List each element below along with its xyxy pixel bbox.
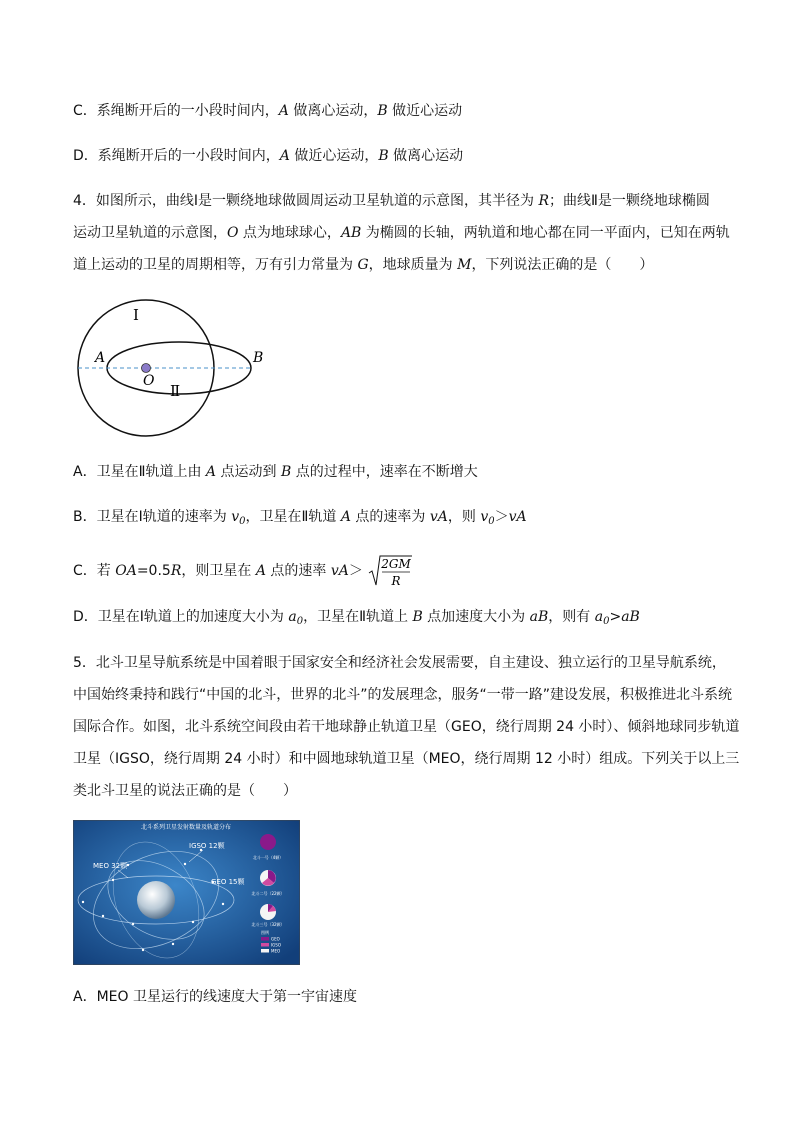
figure-title: 北斗系列卫星发射数量及轨道分布 [140,824,232,831]
q4-option-a-var: B [280,464,292,480]
q4-option-a-text: A．卫星在Ⅱ轨道上由 [73,464,206,480]
satellite-dot [172,943,174,945]
satellite-dot [112,879,114,881]
satellite-dot [222,903,224,905]
label-orbit-I: Ⅰ [133,306,139,324]
label-igso: IGSO 12颗 [189,842,225,850]
q4-option-d-sub: 0 [603,616,610,627]
q5-stem-line-2: 中国始终秉持和践行“中国的北斗，世界的北斗”的发展理念，服务“一带一路”建设发展，积极推进北斗系统 [73,687,733,703]
label-geo: GEO 15颗 [211,878,245,886]
q5-stem-line-4: 卫星（IGSO，绕行周期 24 小时）和中圆地球轨道卫星（MEO，绕行周期 12 小时）组成。下列关于以上三 [73,751,740,767]
satellite-dot [82,901,84,903]
beidou-orbit-figure [73,820,300,965]
q4-stem-text: ；曲线Ⅱ是一颗绕地球椭圆 [549,193,710,209]
label-point-b: B [253,350,264,366]
earth-globe [137,881,175,919]
legend-label-igso: IGSO [271,942,281,948]
orbit-diagram [73,296,273,438]
q5-stem-line-1: 5．北斗卫星导航系统是中国着眼于国家安全和经济社会发展需要，自主建设、独立运行的卫星导航系统， [73,655,726,671]
q4-option-d-sub: 0 [296,616,304,627]
q4-stem-text: 为椭圆的长轴，两轨道和地心都在同一平面内，已知在两轨 [361,225,730,241]
q4-option-c-var: vA [330,563,349,579]
q4-option-a-text: 点运动到 [216,464,281,480]
q4-option-c-text: ，则卫星在 [181,563,256,579]
q4-var-g: G [357,257,369,273]
pie-beidou-1-label: 北斗一号（4颗） [252,855,284,860]
q4-option-b-sub: 0 [488,516,495,527]
q4-option-b-sub: 0 [239,516,246,527]
satellite-dot [192,921,194,923]
satellite-dot [127,864,129,866]
q4-option-d-var: aB [529,609,549,625]
sqrt-denominator: R [391,574,401,588]
q4-option-c-text: 点的速率 [265,563,331,579]
satellite-dot [184,863,186,865]
q4-option-d-text: 点加速度大小为 [422,609,530,625]
q4-option-d-var: a [594,609,604,625]
q4-stem-line-2 [73,223,730,243]
q3-option-d-text: D．系绳断开后的一小段时间内， [73,148,280,164]
q4-var-o: O [227,225,239,241]
legend-label-geo: GEO [271,936,280,942]
legend-swatch-meo [261,949,269,953]
pie-beidou-3-label: 北斗三号（32颗） [251,922,285,927]
label-orbit-II: Ⅱ [170,382,181,400]
legend-label-meo: MEO [271,948,281,954]
q4-option-c [73,553,413,589]
sqrt-numerator: 2GM [381,557,412,571]
satellite-dot [102,915,104,917]
q4-option-b-var: vA [429,509,448,525]
q3-option-d-var-a: A [279,148,290,164]
pie-beidou-1-geo [260,834,276,850]
legend-title: 图例 [261,930,269,935]
q4-option-b-text: 点的速率为 [350,509,430,525]
q4-option-d-text: > [609,609,622,625]
q3-option-c [73,101,462,121]
q4-stem-text: 4．如图所示，曲线Ⅰ是一颗绕地球做圆周运动卫星轨道的示意图，其半径为 [73,193,539,209]
sqrt-expression [367,553,413,589]
q3-option-d [73,146,463,166]
q4-stem-text: 点为地球球心， [238,225,341,241]
satellite-dot [132,923,134,925]
earth-center-dot [142,364,151,373]
q4-stem-line-1 [73,191,710,211]
q4-option-d-text: D．卫星在Ⅰ轨道上的加速度大小为 [73,609,289,625]
q4-var-r: R [538,193,550,209]
q4-option-a [73,462,478,482]
q4-option-b-var: v [231,509,240,525]
q4-option-c-var: OA [115,563,137,579]
q3-option-d-var-b: B [378,148,389,164]
q4-option-d-var: B [412,609,423,625]
q4-option-b-var: vA [508,509,527,525]
q4-option-c-var: A [255,563,266,579]
label-point-o: O [143,373,155,389]
q4-option-b-var: v [480,509,489,525]
q4-stem-text: 道上运动的卫星的周期相等，万有引力常量为 [73,257,358,273]
q4-option-c-text: C．若 [73,563,116,579]
q4-option-d-var: aB [621,609,640,625]
q4-option-b-text: ，则 [447,509,481,525]
legend-swatch-igso [261,943,269,947]
q4-var-m: M [457,257,472,273]
legend-swatch-geo [261,937,269,941]
q4-var-ab: AB [340,225,362,241]
q4-option-d [73,607,640,632]
q4-stem-text: 运动卫星轨道的示意图， [73,225,227,241]
q5-stem-line-3: 国际合作。如图，北斗系统空间段由若干地球静止轨道卫星（GEO，绕行周期 24 小时）、倾斜地球同步轨道 [73,719,740,735]
q5-stem-line-5: 类北斗卫星的说法正确的是（ ） [73,783,297,799]
satellite-dot [142,949,144,951]
q4-option-c-text: ＞ [348,563,363,579]
q4-stem-text: ，下列说法正确的是（ ） [471,257,654,273]
q4-option-a-var: A [205,464,217,480]
label-point-a: A [95,350,106,366]
q4-option-d-var: a [288,609,297,625]
q4-option-b [73,507,527,532]
q3-option-c-text2: 做离心运动， [288,103,378,119]
q4-option-a-text: 点的过程中，速率在不断增大 [291,464,478,480]
q4-option-b-text: ＞ [494,509,509,525]
q3-option-c-var-a: A [278,103,289,119]
q3-option-c-text3: 做近心运动 [387,103,463,119]
q4-option-d-text: ，卫星在Ⅱ轨道上 [303,609,413,625]
q4-option-d-text: ，则有 [548,609,595,625]
q3-option-d-text2: 做近心运动， [289,148,379,164]
q4-option-b-text: ，卫星在Ⅱ轨道 [245,509,341,525]
q3-option-c-text: C．系绳断开后的一小段时间内， [73,103,279,119]
label-meo: MEO 32颗 [93,862,128,870]
q3-option-d-text3: 做离心运动 [388,148,464,164]
q5-option-a: A．MEO 卫星运行的线速度大于第一宇宙速度 [73,989,357,1005]
q4-stem-line-3 [73,255,653,275]
q4-stem-text: ，地球质量为 [368,257,458,273]
q3-option-c-var-b: B [377,103,388,119]
q4-option-b-var: A [340,509,351,525]
pie-beidou-2-label: 北斗二号（22颗） [251,891,285,896]
q4-option-c-var: R [170,563,182,579]
q4-option-b-text: B．卫星在Ⅰ轨道的速率为 [73,509,232,525]
q4-option-c-text: =0.5 [136,563,171,579]
